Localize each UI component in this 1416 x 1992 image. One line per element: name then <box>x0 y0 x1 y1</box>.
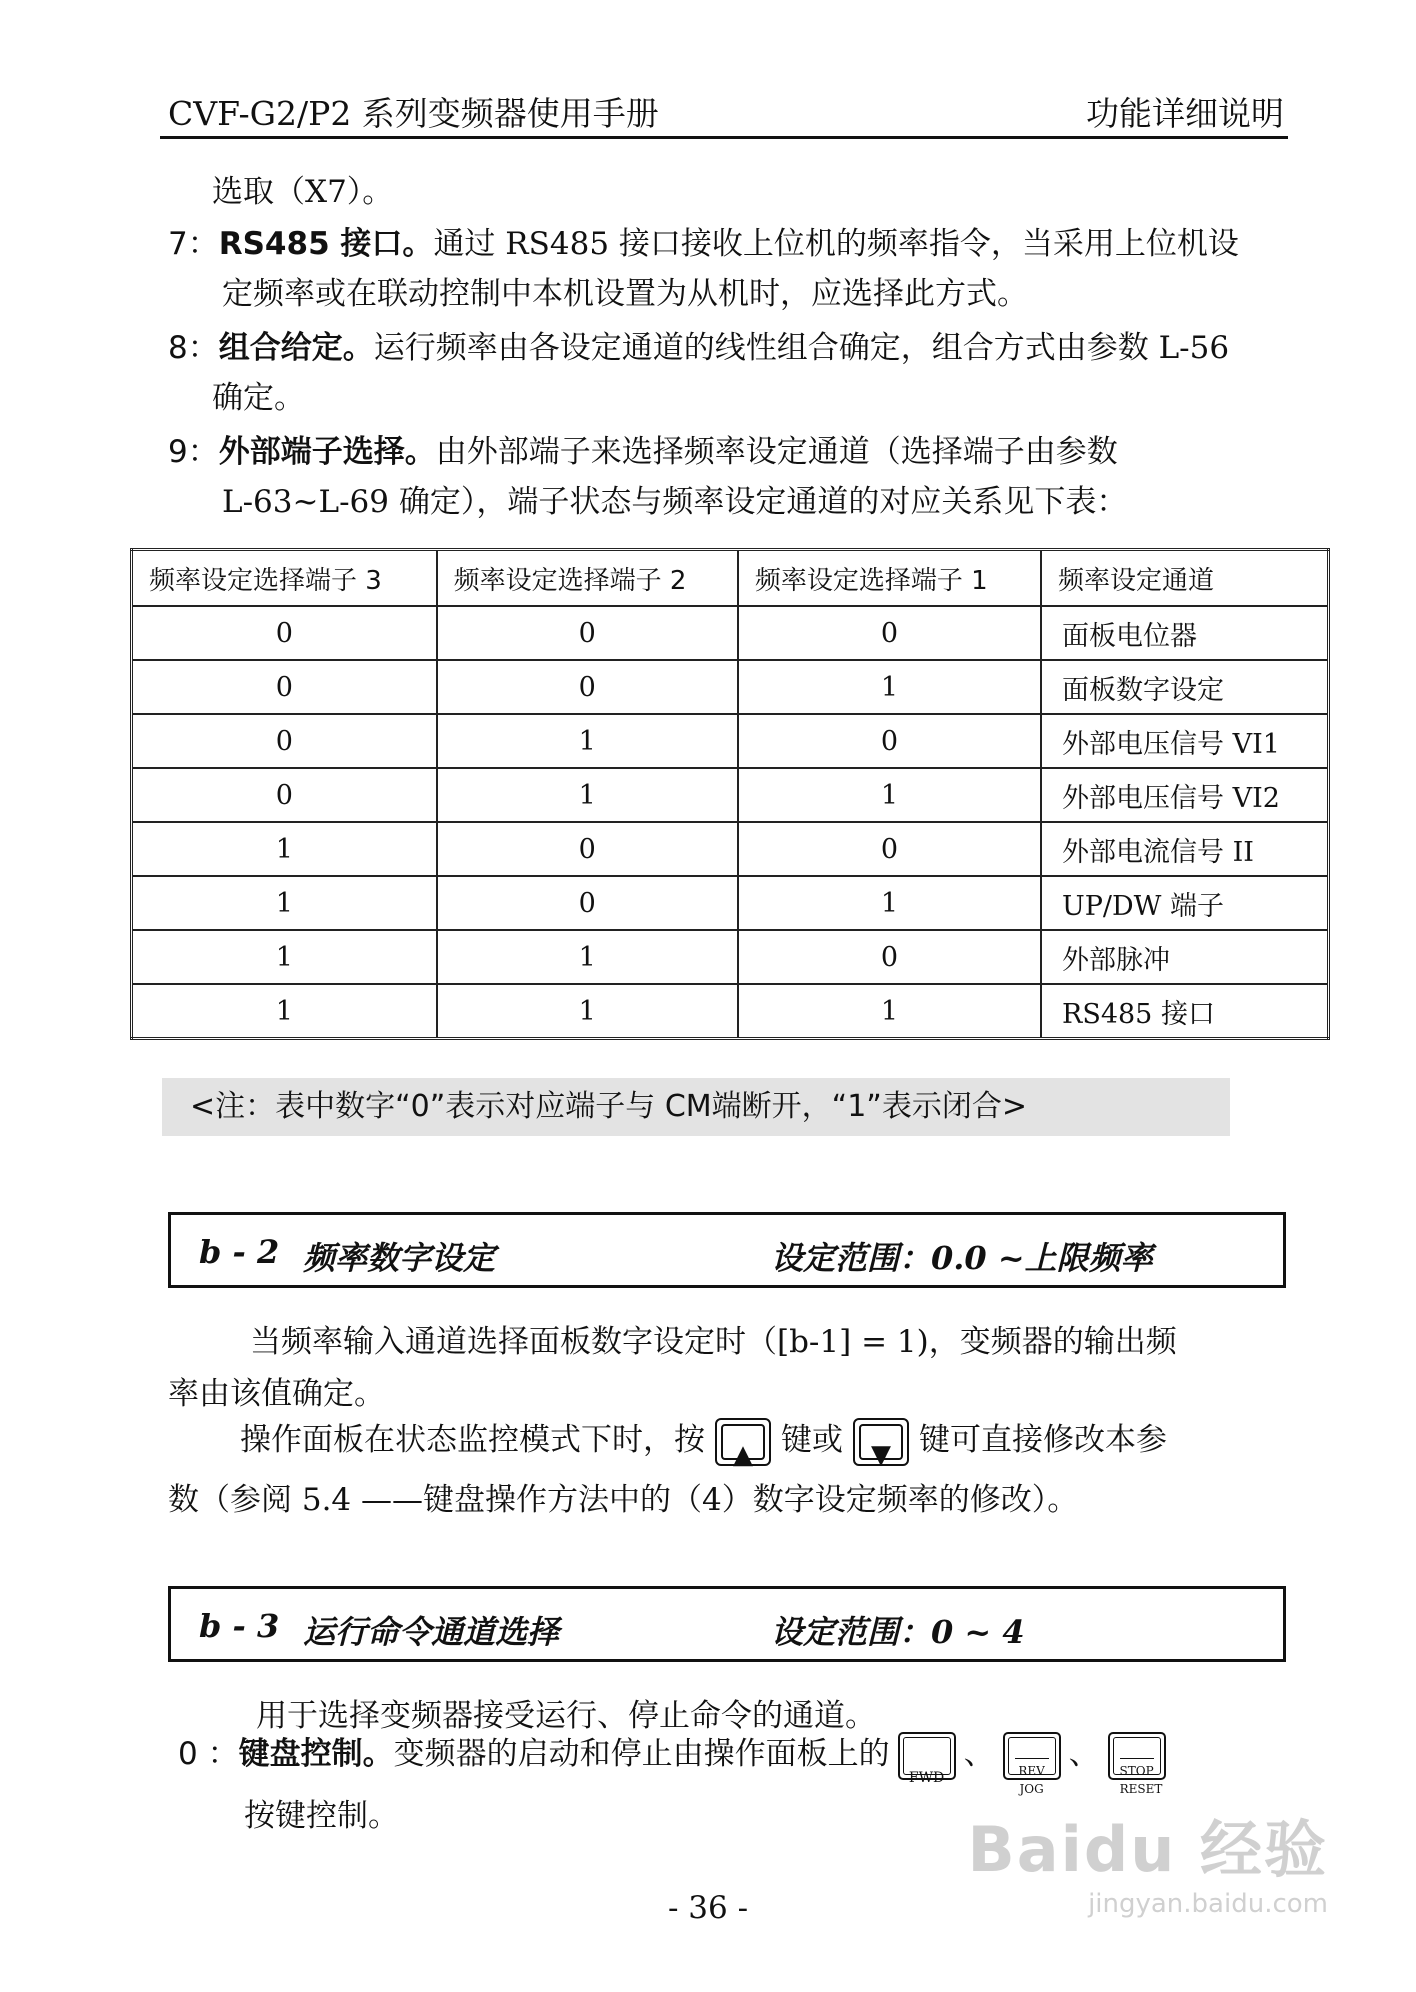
table-cell: 1 <box>437 984 738 1039</box>
intro-line-1: 选取（X7）。 <box>212 174 394 210</box>
watermark-brand: Baidu 经验 <box>967 1813 1328 1886</box>
table-row <box>132 660 1329 714</box>
table-note: <注：表中数字“0”表示对应端子与 CM端断开，“1”表示闭合> <box>162 1078 1230 1136</box>
b3-item-0-number: 0 ： <box>178 1736 239 1772</box>
table-row <box>132 822 1329 876</box>
section-title: 功能详细说明 <box>1086 94 1284 133</box>
table-row <box>132 930 1329 984</box>
item-7 <box>168 218 1239 263</box>
up-arrow-icon: ▲ <box>733 1439 753 1470</box>
table-cell: 0 <box>738 822 1041 876</box>
table-row <box>132 606 1329 660</box>
b3-item-0 <box>178 1724 1174 1796</box>
b3-item-0-continued: 按键控制。 <box>244 1798 399 1834</box>
b2-p2-text-c: 键可直接修改本参 <box>919 1422 1167 1458</box>
item-9-continued: L-63~L-69 确定），端子状态与频率设定通道的对应关系见下表： <box>222 484 1128 520</box>
table-cell: 1 <box>132 984 437 1039</box>
item-8-continued: 确定。 <box>212 380 305 416</box>
table-cell: 0 <box>437 876 738 930</box>
stop-key-label: STOP <box>1119 1763 1154 1778</box>
table-row <box>132 714 1329 768</box>
separator: 、 <box>963 1736 995 1772</box>
b3-item-0-text: 变频器的启动和停止由操作面板上的 <box>393 1736 890 1772</box>
b2-p2-text-a: 操作面板在状态监控模式下时，按 <box>240 1422 705 1458</box>
param-b2-header <box>168 1212 1286 1288</box>
item-9-text: 由外部端子来选择频率设定通道（选择端子由参数 <box>435 434 1118 470</box>
param-b3-code: b - 3 <box>199 1607 280 1645</box>
rev-key-label: REV <box>1018 1763 1045 1778</box>
terminal-selection-table <box>130 548 1330 1040</box>
fwd-key-label: FWD <box>908 1769 945 1786</box>
rev-jog-key-icon <box>1003 1732 1061 1796</box>
item-9-heading: 外部端子选择。 <box>218 434 436 470</box>
table-header-cell: 频率设定选择端子 2 <box>437 550 738 607</box>
table-cell: 1 <box>437 930 738 984</box>
item-7-number: 7： <box>168 226 219 262</box>
page-number: - 36 - <box>667 1890 749 1926</box>
param-b2-range: 设定范围：0.0 ~上限频率 <box>771 1239 1153 1277</box>
table-cell: 0 <box>437 606 738 660</box>
reset-key-label: RESET <box>1120 1758 1154 1819</box>
table-cell: 1 <box>132 876 437 930</box>
b3-item-0-heading: 键盘控制。 <box>238 1736 394 1772</box>
b2-paragraph-1-continued: 率由该值确定。 <box>168 1376 385 1412</box>
table-cell: 0 <box>738 930 1041 984</box>
item-7-continued: 定频率或在联动控制中本机设置为从机时，应选择此方式。 <box>222 276 1028 312</box>
table-header-cell: 频率设定选择端子 3 <box>132 550 437 607</box>
table-row <box>132 768 1329 822</box>
table-cell: 1 <box>738 876 1041 930</box>
param-b2-code: b - 2 <box>199 1233 280 1271</box>
jog-key-label: JOG <box>1015 1758 1049 1819</box>
item-7-heading: RS485 接口。 <box>218 226 434 262</box>
table-cell: UP/DW 端子 <box>1041 876 1329 930</box>
b2-paragraph-2 <box>240 1410 1167 1470</box>
table-cell: 0 <box>437 660 738 714</box>
table-cell: 0 <box>738 606 1041 660</box>
table-cell: 面板电位器 <box>1041 606 1329 660</box>
table-cell: 0 <box>132 606 437 660</box>
table-cell: 0 <box>132 714 437 768</box>
table-cell: 0 <box>132 660 437 714</box>
down-arrow-icon: ▼ <box>871 1439 891 1470</box>
item-8 <box>168 322 1229 367</box>
item-8-heading: 组合给定。 <box>218 330 374 366</box>
watermark-url: jingyan.baidu.com <box>1088 1889 1328 1919</box>
b2-paragraph-3: 数（参阅 5.4 ——键盘操作方法中的（4）数字设定频率的修改）。 <box>168 1482 1079 1518</box>
table-cell: 1 <box>132 822 437 876</box>
item-9 <box>168 426 1118 471</box>
item-8-text: 运行频率由各设定通道的线性组合确定，组合方式由参数 L-56 <box>373 330 1230 366</box>
table-cell: 1 <box>132 930 437 984</box>
item-8-number: 8： <box>168 330 219 366</box>
table-cell: 1 <box>738 984 1041 1039</box>
header-divider <box>160 136 1288 139</box>
table-cell: 面板数字设定 <box>1041 660 1329 714</box>
table-cell: 0 <box>437 822 738 876</box>
table-cell: 1 <box>738 660 1041 714</box>
table-cell: 外部电压信号 VI1 <box>1041 714 1329 768</box>
b2-paragraph-1: 当频率输入通道选择面板数字设定时（[b-1] = 1)，变频器的输出频 <box>250 1324 1177 1360</box>
table-row <box>132 876 1329 930</box>
item-7-text: 通过 RS485 接口接收上位机的频率指令，当采用上位机设 <box>433 226 1239 262</box>
param-b3-header <box>168 1586 1286 1662</box>
param-b3-range: 设定范围：0 ~ 4 <box>771 1613 1025 1651</box>
table-cell: RS485 接口 <box>1041 984 1329 1039</box>
param-b3-name: 运行命令通道选择 <box>303 1613 560 1651</box>
stop-reset-key-icon <box>1108 1732 1166 1796</box>
b3-paragraph-1: 用于选择变频器接受运行、停止命令的通道。 <box>256 1698 876 1734</box>
table-cell: 外部脉冲 <box>1041 930 1329 984</box>
manual-title: CVF-G2/P2 系列变频器使用手册 <box>168 94 659 133</box>
b2-p2-text-b: 键或 <box>781 1422 843 1458</box>
table-cell: 1 <box>437 714 738 768</box>
table-cell: 0 <box>132 768 437 822</box>
up-key-icon <box>715 1418 771 1470</box>
param-b2-name: 频率数字设定 <box>303 1239 496 1277</box>
table-row <box>132 984 1329 1039</box>
table-cell: 外部电流信号 II <box>1041 822 1329 876</box>
down-key-icon <box>853 1418 909 1470</box>
table-header-cell: 频率设定通道 <box>1041 550 1329 607</box>
table-header-row <box>132 550 1329 607</box>
table-cell: 0 <box>738 714 1041 768</box>
table-cell: 外部电压信号 VI2 <box>1041 768 1329 822</box>
fwd-key-icon <box>898 1732 956 1786</box>
separator: 、 <box>1068 1736 1100 1772</box>
item-9-number: 9： <box>168 434 219 470</box>
table-header-cell: 频率设定选择端子 1 <box>738 550 1041 607</box>
table-cell: 1 <box>437 768 738 822</box>
table-cell: 1 <box>738 768 1041 822</box>
